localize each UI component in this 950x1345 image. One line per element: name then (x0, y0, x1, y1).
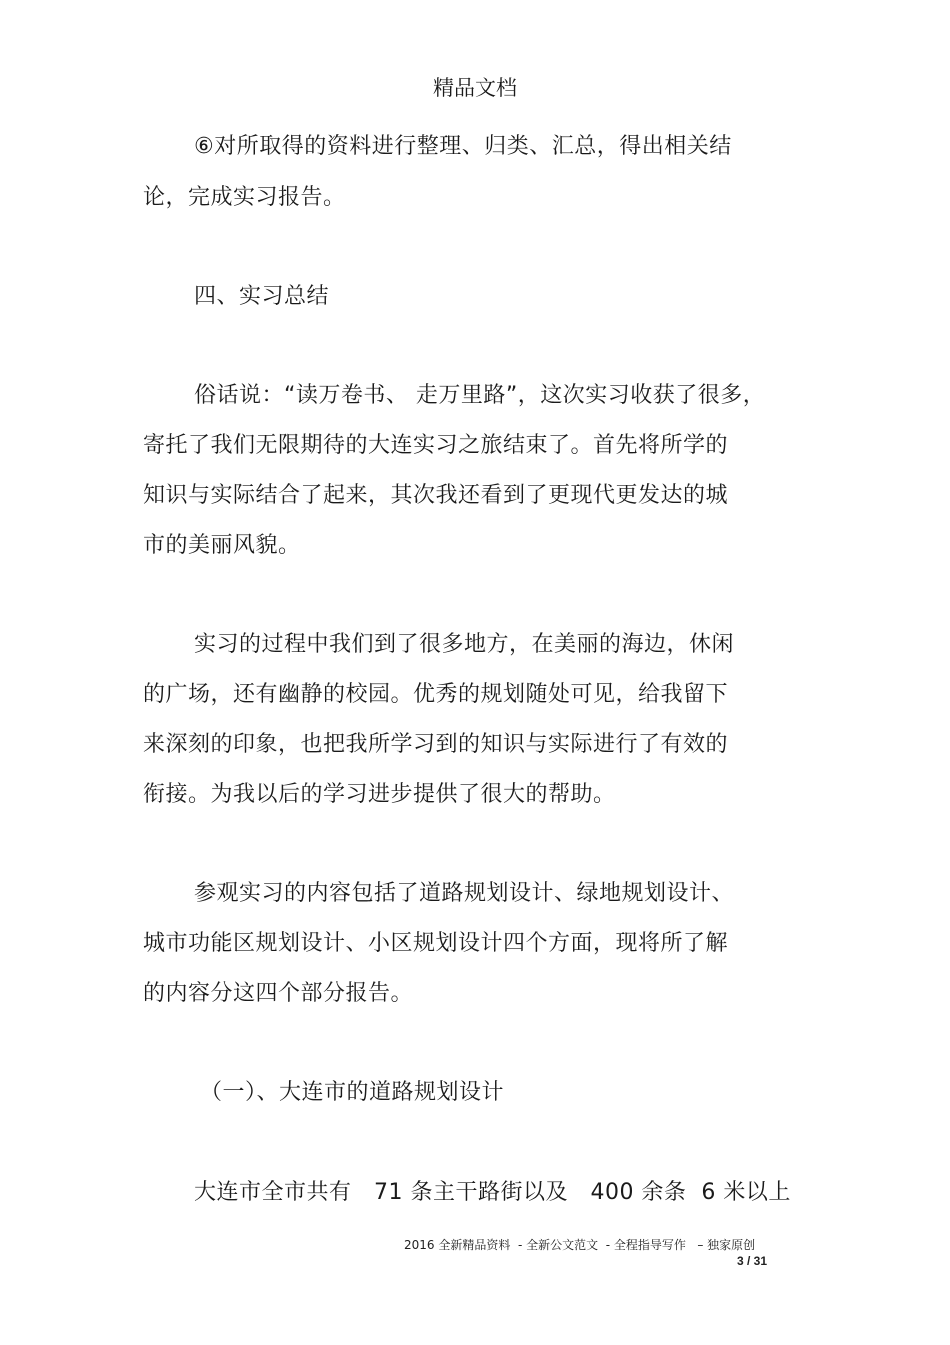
paragraph-line: 参观实习的内容包括了道路规划设计、绿地规划设计、 (194, 881, 735, 906)
paragraph-line: 俗话说：“读万卷书、 走万里路”，这次实习收获了很多， (194, 383, 766, 408)
paragraph-line: 知识与实际结合了起来，其次我还看到了更现代更发达的城 (143, 483, 729, 508)
paragraph-line: 寄托了我们无限期待的大连实习之旅结束了。首先将所学的 (143, 433, 729, 458)
paragraph-line: 大连市全市共有 71 条主干路街以及 400 余条 6 米以上 (194, 1180, 791, 1205)
section-heading: 四、实习总结 (194, 284, 330, 309)
paragraph-line: 衔接。为我以后的学习进步提供了很大的帮助。 (143, 782, 616, 807)
subsection-heading: （一）、大连市的道路规划设计 (200, 1080, 505, 1105)
paragraph-line: 论，完成实习报告。 (143, 185, 346, 210)
paragraph-line: 市的美丽风貌。 (143, 533, 301, 558)
page-footer-text: 2016 全新精品资料 - 全新公文范文 - 全程指导写作 – 独家原创 (404, 1238, 756, 1252)
page-number: 3 / 31 (737, 1254, 768, 1268)
paragraph-line: ⑥对所取得的资料进行整理、归类、汇总，得出相关结 (194, 134, 732, 159)
paragraph-line: 来深刻的印象，也把我所学习到的知识与实际进行了有效的 (143, 732, 729, 757)
page-header-title: 精品文档 (433, 76, 517, 100)
paragraph-line: 的广场，还有幽静的校园。优秀的规划随处可见，给我留下 (143, 682, 729, 707)
paragraph-line: 的内容分这四个部分报告。 (143, 981, 414, 1006)
paragraph-line: 实习的过程中我们到了很多地方，在美丽的海边，休闲 (194, 632, 735, 657)
paragraph-line: 城市功能区规划设计、小区规划设计四个方面，现将所了解 (143, 931, 729, 956)
